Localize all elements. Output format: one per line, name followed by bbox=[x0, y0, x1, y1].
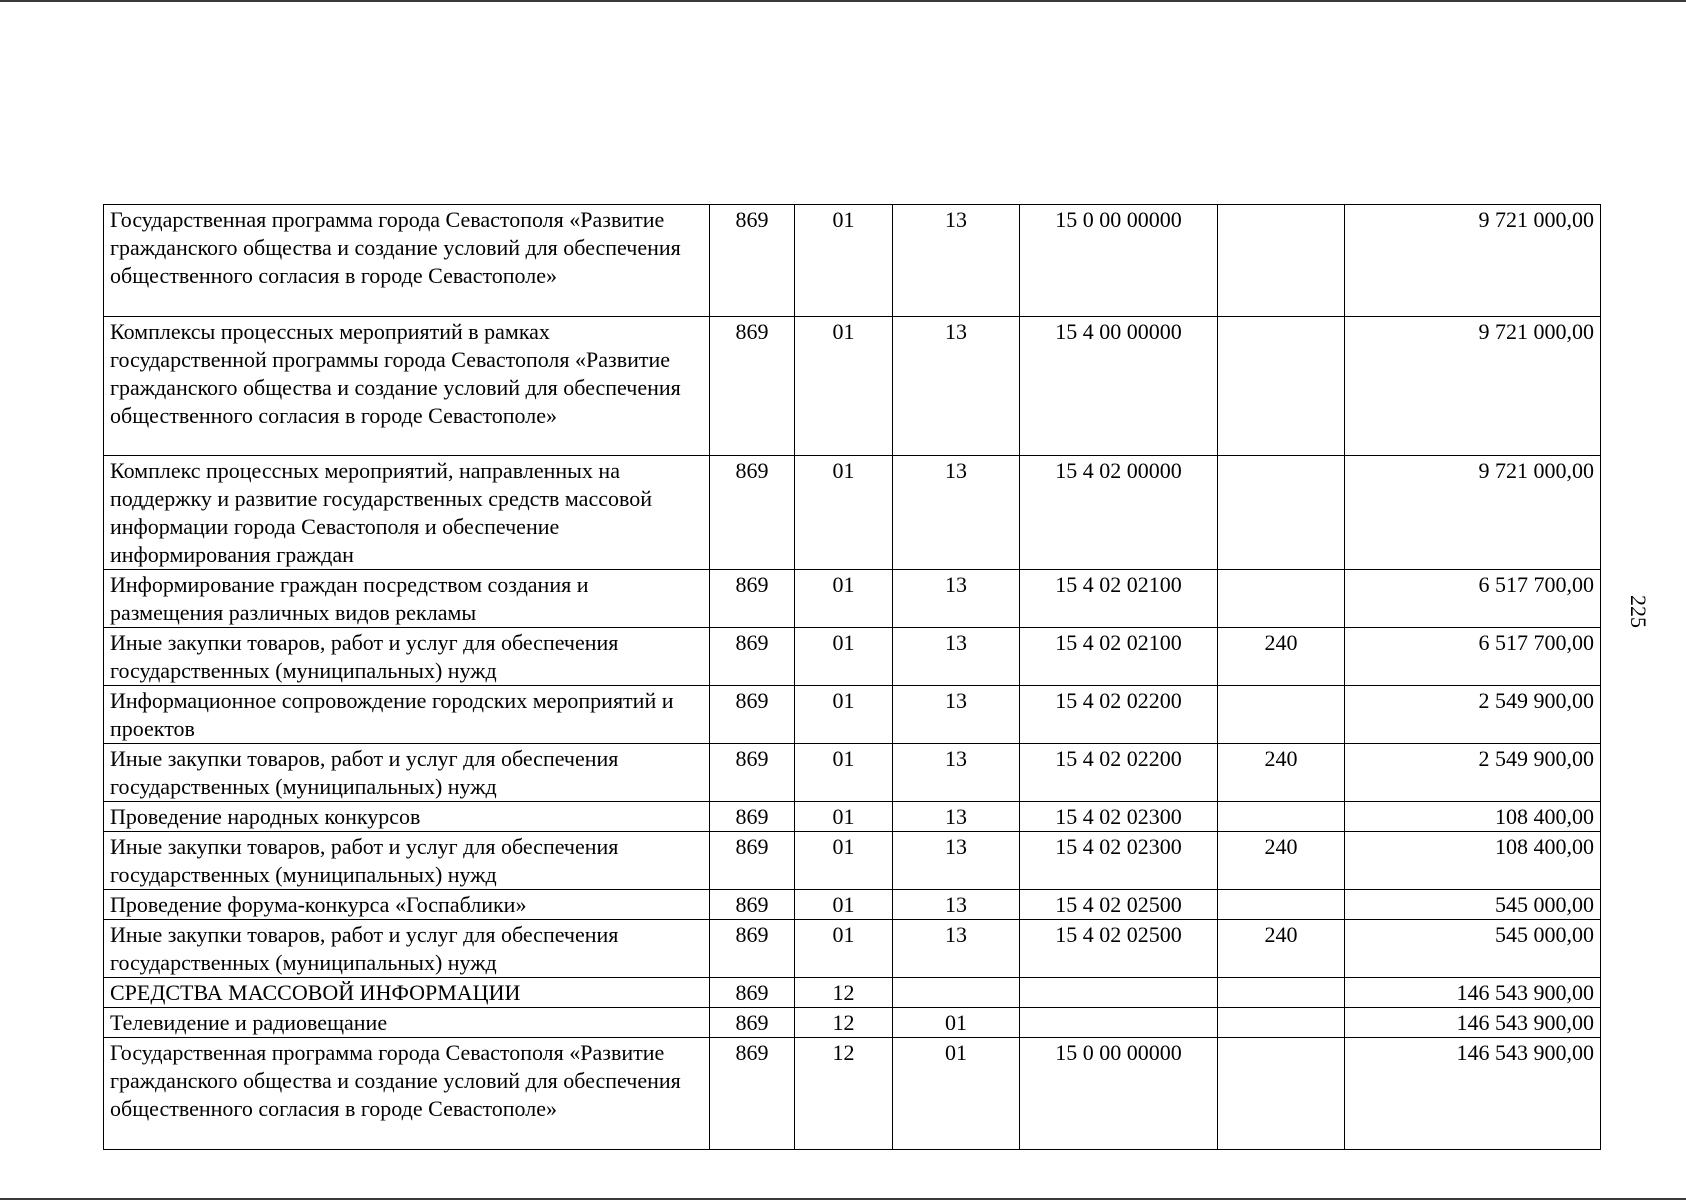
row-name: Иные закупки товаров, работ и услуг для обеспечения государственных (муниципальных) нужд bbox=[104, 744, 710, 802]
row-department-code: 869 bbox=[710, 978, 795, 1008]
row-name: Государственная программа города Севастополя «Развитие гражданского общества и создание условий для обеспечения общественного согласия в городе Севастополе» bbox=[104, 205, 710, 317]
row-expense-type-code bbox=[1218, 317, 1345, 456]
row-section-code: 01 bbox=[795, 456, 893, 570]
row-department-code: 869 bbox=[710, 832, 795, 890]
row-target-item-code: 15 4 00 00000 bbox=[1020, 317, 1218, 456]
budget-table bbox=[103, 204, 1601, 1150]
row-section-code: 01 bbox=[795, 802, 893, 832]
row-target-item-code: 15 4 02 00000 bbox=[1020, 456, 1218, 570]
top-border-line bbox=[0, 0, 1686, 2]
row-subsection-code: 13 bbox=[893, 890, 1020, 920]
row-amount: 545 000,00 bbox=[1345, 920, 1601, 978]
row-target-item-code: 15 4 02 02300 bbox=[1020, 802, 1218, 832]
row-department-code: 869 bbox=[710, 1038, 795, 1150]
row-department-code: 869 bbox=[710, 456, 795, 570]
row-expense-type-code: 240 bbox=[1218, 628, 1345, 686]
row-department-code: 869 bbox=[710, 317, 795, 456]
row-amount: 108 400,00 bbox=[1345, 832, 1601, 890]
row-name: Комплексы процессных мероприятий в рамках государственной программы города Севастополя «Развитие гражданского общества и создание условий для обеспечения общественного согласия в городе Севастополе» bbox=[104, 317, 710, 456]
row-amount: 9 721 000,00 bbox=[1345, 205, 1601, 317]
row-department-code: 869 bbox=[710, 920, 795, 978]
row-amount: 9 721 000,00 bbox=[1345, 317, 1601, 456]
page-number: 225 bbox=[1626, 595, 1651, 628]
row-expense-type-code bbox=[1218, 978, 1345, 1008]
row-section-code: 01 bbox=[795, 832, 893, 890]
row-subsection-code: 13 bbox=[893, 920, 1020, 978]
row-name: Государственная программа города Севастополя «Развитие гражданского общества и создание условий для обеспечения общественного согласия в городе Севастополе» bbox=[104, 1038, 710, 1150]
row-department-code: 869 bbox=[710, 802, 795, 832]
row-section-code: 01 bbox=[795, 205, 893, 317]
row-amount: 6 517 700,00 bbox=[1345, 570, 1601, 628]
row-subsection-code: 13 bbox=[893, 205, 1020, 317]
row-amount: 146 543 900,00 bbox=[1345, 1008, 1601, 1038]
row-name: Иные закупки товаров, работ и услуг для обеспечения государственных (муниципальных) нужд bbox=[104, 832, 710, 890]
row-amount: 9 721 000,00 bbox=[1345, 456, 1601, 570]
row-section-code: 01 bbox=[795, 628, 893, 686]
table-row bbox=[104, 205, 1601, 317]
row-target-item-code: 15 4 02 02200 bbox=[1020, 686, 1218, 744]
row-name: Комплекс процессных мероприятий, направленных на поддержку и развитие государственных средств массовой информации города Севастополя и обеспечение информирования граждан bbox=[104, 456, 710, 570]
row-department-code: 869 bbox=[710, 890, 795, 920]
table-row bbox=[104, 317, 1601, 456]
row-department-code: 869 bbox=[710, 744, 795, 802]
row-expense-type-code bbox=[1218, 1038, 1345, 1150]
row-department-code: 869 bbox=[710, 570, 795, 628]
row-expense-type-code bbox=[1218, 802, 1345, 832]
table-row bbox=[104, 1008, 1601, 1038]
row-section-code: 12 bbox=[795, 978, 893, 1008]
table-row bbox=[104, 890, 1601, 920]
row-subsection-code: 13 bbox=[893, 317, 1020, 456]
row-target-item-code: 15 4 02 02100 bbox=[1020, 570, 1218, 628]
row-section-code: 01 bbox=[795, 317, 893, 456]
row-subsection-code: 13 bbox=[893, 832, 1020, 890]
row-name: Телевидение и радиовещание bbox=[104, 1008, 710, 1038]
table-row bbox=[104, 456, 1601, 570]
table-row bbox=[104, 744, 1601, 802]
row-subsection-code: 13 bbox=[893, 628, 1020, 686]
row-expense-type-code bbox=[1218, 1008, 1345, 1038]
row-subsection-code: 01 bbox=[893, 1038, 1020, 1150]
row-target-item-code: 15 4 02 02300 bbox=[1020, 832, 1218, 890]
row-section-code: 01 bbox=[795, 744, 893, 802]
row-department-code: 869 bbox=[710, 205, 795, 317]
row-section-code: 01 bbox=[795, 686, 893, 744]
budget-table-body bbox=[104, 205, 1601, 1150]
row-target-item-code: 15 4 02 02500 bbox=[1020, 920, 1218, 978]
row-subsection-code: 01 bbox=[893, 1008, 1020, 1038]
row-subsection-code: 13 bbox=[893, 802, 1020, 832]
row-amount: 108 400,00 bbox=[1345, 802, 1601, 832]
row-name: СРЕДСТВА МАССОВОЙ ИНФОРМАЦИИ bbox=[104, 978, 710, 1008]
table-row bbox=[104, 978, 1601, 1008]
row-name: Проведение форума-конкурса «Госпаблики» bbox=[104, 890, 710, 920]
row-target-item-code: 15 4 02 02500 bbox=[1020, 890, 1218, 920]
row-subsection-code: 13 bbox=[893, 570, 1020, 628]
row-expense-type-code bbox=[1218, 456, 1345, 570]
row-expense-type-code: 240 bbox=[1218, 920, 1345, 978]
row-department-code: 869 bbox=[710, 686, 795, 744]
row-department-code: 869 bbox=[710, 628, 795, 686]
row-target-item-code bbox=[1020, 978, 1218, 1008]
row-section-code: 12 bbox=[795, 1038, 893, 1150]
row-target-item-code: 15 4 02 02200 bbox=[1020, 744, 1218, 802]
table-row bbox=[104, 802, 1601, 832]
table-row bbox=[104, 570, 1601, 628]
row-section-code: 01 bbox=[795, 890, 893, 920]
table-row bbox=[104, 1038, 1601, 1150]
row-section-code: 12 bbox=[795, 1008, 893, 1038]
row-expense-type-code: 240 bbox=[1218, 744, 1345, 802]
row-name: Иные закупки товаров, работ и услуг для обеспечения государственных (муниципальных) нужд bbox=[104, 920, 710, 978]
row-name: Информационное сопровождение городских мероприятий и проектов bbox=[104, 686, 710, 744]
row-name: Проведение народных конкурсов bbox=[104, 802, 710, 832]
row-target-item-code: 15 0 00 00000 bbox=[1020, 1038, 1218, 1150]
table-row bbox=[104, 920, 1601, 978]
table-row bbox=[104, 628, 1601, 686]
row-target-item-code: 15 4 02 02100 bbox=[1020, 628, 1218, 686]
row-department-code: 869 bbox=[710, 1008, 795, 1038]
row-name: Информирование граждан посредством создания и размещения различных видов рекламы bbox=[104, 570, 710, 628]
row-subsection-code: 13 bbox=[893, 744, 1020, 802]
row-section-code: 01 bbox=[795, 570, 893, 628]
row-expense-type-code: 240 bbox=[1218, 832, 1345, 890]
row-target-item-code: 15 0 00 00000 bbox=[1020, 205, 1218, 317]
table-row bbox=[104, 686, 1601, 744]
row-amount: 6 517 700,00 bbox=[1345, 628, 1601, 686]
row-amount: 545 000,00 bbox=[1345, 890, 1601, 920]
row-amount: 2 549 900,00 bbox=[1345, 686, 1601, 744]
row-target-item-code bbox=[1020, 1008, 1218, 1038]
row-name: Иные закупки товаров, работ и услуг для обеспечения государственных (муниципальных) нужд bbox=[104, 628, 710, 686]
row-section-code: 01 bbox=[795, 920, 893, 978]
row-amount: 146 543 900,00 bbox=[1345, 978, 1601, 1008]
row-subsection-code bbox=[893, 978, 1020, 1008]
row-expense-type-code bbox=[1218, 205, 1345, 317]
table-row bbox=[104, 832, 1601, 890]
row-subsection-code: 13 bbox=[893, 686, 1020, 744]
row-subsection-code: 13 bbox=[893, 456, 1020, 570]
row-expense-type-code bbox=[1218, 570, 1345, 628]
row-expense-type-code bbox=[1218, 686, 1345, 744]
row-amount: 146 543 900,00 bbox=[1345, 1038, 1601, 1150]
row-expense-type-code bbox=[1218, 890, 1345, 920]
row-amount: 2 549 900,00 bbox=[1345, 744, 1601, 802]
